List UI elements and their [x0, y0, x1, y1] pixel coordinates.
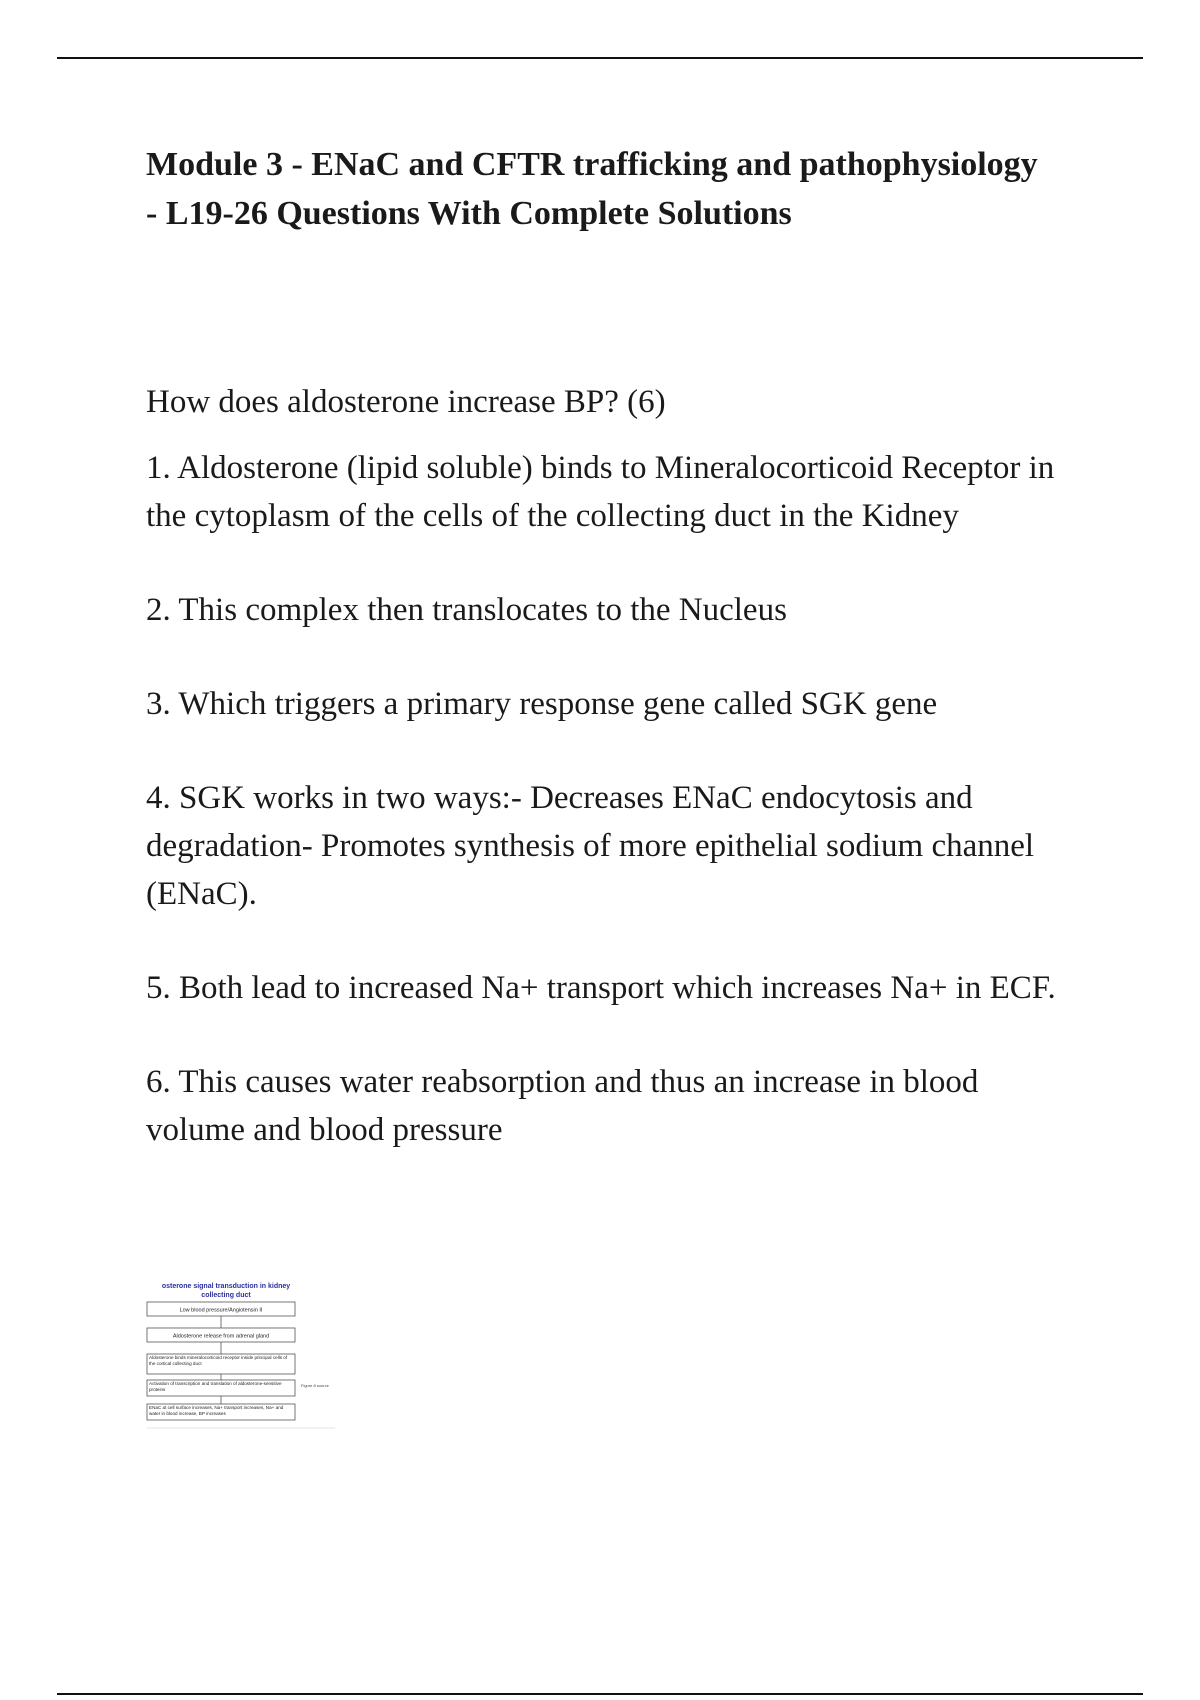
- answer-step-5: 5. Both lead to increased Na+ transport which increases Na+ in ECF.: [146, 970, 1056, 1006]
- flowchart-title-line2: collecting duct: [201, 1292, 251, 1299]
- flowchart-box-1-text: Low blood pressure/Angiotensin II: [179, 1307, 263, 1314]
- answer-step-6: 6. This causes water reabsorption and thus an increase in blood volume and blood pressure: [146, 1064, 979, 1148]
- flowchart-title-line1: osterone signal transduction in kidney: [161, 1283, 291, 1290]
- flowchart-box-4-text: Activation of transcription and translation of aldosterone-sensitive proteins: [149, 1381, 282, 1392]
- top-rule: [57, 57, 1143, 59]
- answer-step-2: 2. This complex then translocates to the Nucleus: [146, 592, 787, 628]
- flowchart-side-note-wrap: [301, 1383, 331, 1399]
- bottom-rule: [57, 1693, 1143, 1695]
- answer-step-4: 4. SGK works in two ways:- Decreases ENaC endocytosis and degradation- Promotes synthesis of more epithelial sodium channel (ENaC).: [146, 780, 1035, 912]
- flowchart-box-5-wrap: [149, 1405, 293, 1420]
- flowchart-box-2-text: Aldosterone release from adrenal gland: [172, 1333, 270, 1340]
- flowchart-box-5-text: ENaC at cell surface increases, Na+ transport increases, Na+ and water in blood increase, BP increases: [149, 1405, 284, 1416]
- answer-step-3: 3. Which triggers a primary response gene called SGK gene: [146, 686, 938, 722]
- flowchart-box-3-wrap: [149, 1355, 293, 1374]
- aldosterone-flowchart-figure: [146, 1280, 336, 1440]
- flowchart-box-3-text: Aldosterone binds mineralocorticoid receptor inside principal cells of the cortical collecting duct: [149, 1355, 288, 1366]
- question-text: How does aldosterone increase BP? (6): [146, 384, 666, 420]
- answer-step-1: 1. Aldosterone (lipid soluble) binds to Mineralocorticoid Receptor in the cytoplasm of the cells of the collecting duct in the Kidney: [146, 450, 1055, 534]
- flowchart-box-4-wrap: [149, 1381, 293, 1396]
- flowchart-side-note: Figure 8 source: [301, 1383, 329, 1388]
- document-title: Module 3 - ENaC and CFTR trafficking and pathophysiology - L19-26 Questions With Complete Solutions: [146, 146, 1038, 232]
- document-body: [146, 378, 1076, 1154]
